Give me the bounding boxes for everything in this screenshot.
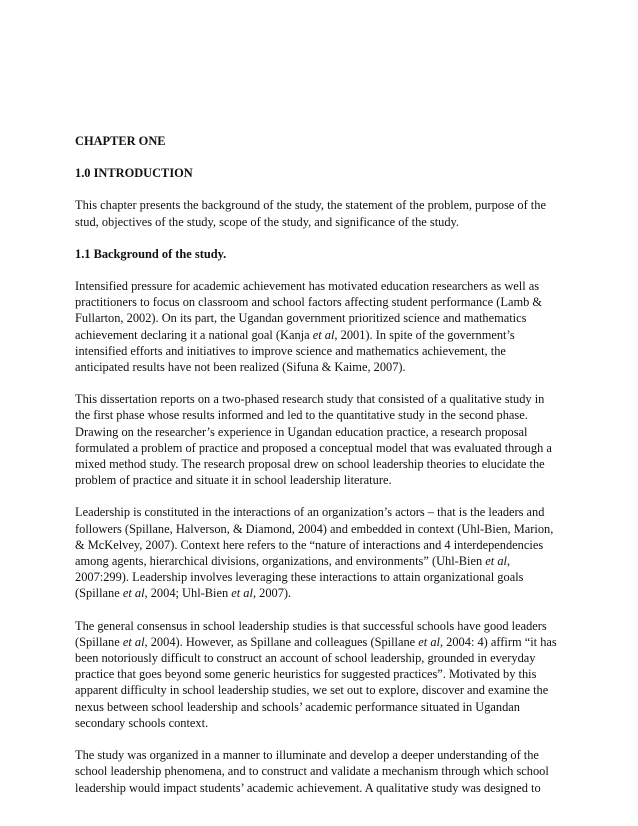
chapter-title: CHAPTER ONE <box>75 134 166 148</box>
document-page <box>75 133 565 812</box>
text-line: nexus between school leadership and schools’ academic performance situated in Ugandan <box>75 699 520 714</box>
text-line: followers (Spillane, Halverson, & Diamond, 2004) and embedded in context (Uhl-Bien, Marion, <box>75 521 554 536</box>
background-heading: 1.1 Background of the study. <box>75 246 227 261</box>
intro-heading: 1.0 INTRODUCTION <box>75 166 193 181</box>
background-paragraph-3 <box>75 504 565 601</box>
text-line: among agents, hierarchical divisions, organizations, and environments” (Uhl-Bien et al, <box>75 554 511 569</box>
text-line: stud, objectives of the study, scope of the study, and significance of the study. <box>75 214 460 229</box>
text-line: practice that goes beyond some generic heuristics for suggested practices”. Motivated by this <box>75 667 537 682</box>
text-line: leadership would impact students’ academic achievement. A qualitative study was designed to <box>75 780 541 795</box>
text-line: intensified efforts and initiatives to improve science and mathematics achievement, the <box>75 343 506 358</box>
text-line: Leadership is constituted in the interactions of an organization’s actors – that is the leaders and <box>75 505 545 520</box>
text-line: Fullarton, 2002). On its part, the Ugandan government prioritized science and mathematics <box>75 311 527 326</box>
intro-paragraph <box>75 197 565 229</box>
text-line: achievement declaring it a national goal (Kanja et al, 2001). In spite of the government’s <box>75 327 515 342</box>
text-line: & McKelvey, 2007). Context here refers to the “nature of interactions and 4 interdependencies <box>75 537 544 552</box>
text-line: This dissertation reports on a two-phased research study that consisted of a qualitative study in <box>75 392 545 407</box>
background-paragraph-4 <box>75 618 565 731</box>
text-line: the first phase whose results informed and led to the quantitative study in the second phase. <box>75 408 528 423</box>
text-line: problem of practice and situate it in school leadership literature. <box>75 473 392 488</box>
text-line: practitioners to focus on classroom and school factors affecting student performance (Lamb & <box>75 295 543 310</box>
text-line: 2007:299). Leadership involves leveraging these interactions to attain organizational goals <box>75 570 524 585</box>
text-line: mixed method study. The research proposal drew on school leadership theories to elucidate the <box>75 457 545 472</box>
text-line: anticipated results have not been realized (Sifuna & Kaime, 2007). <box>75 360 406 375</box>
text-line: been notoriously difficult to construct an account of school leadership, grounded in everyday <box>75 651 536 666</box>
text-line: apparent difficulty in school leadership studies, we set out to explore, discover and examine the <box>75 683 549 698</box>
text-line: This chapter presents the background of the study, the statement of the problem, purpose of the <box>75 198 546 213</box>
background-paragraph-2 <box>75 391 565 488</box>
text-line: Intensified pressure for academic achievement has motivated education researchers as well as <box>75 279 540 294</box>
text-line: school leadership phenomena, and to construct and validate a mechanism through which school <box>75 764 549 779</box>
text-line: Drawing on the researcher’s experience in Ugandan education practice, a research proposal <box>75 424 528 439</box>
text-line: formulated a problem of practice and proposed a conceptual model that was evaluated through a <box>75 440 552 455</box>
text-line: (Spillane et al, 2004; Uhl-Bien et al, 2007). <box>75 586 292 601</box>
text-line: The general consensus in school leadership studies is that successful schools have good leaders <box>75 618 547 633</box>
background-paragraph-1 <box>75 278 565 375</box>
background-paragraph-5 <box>75 747 565 796</box>
text-line: (Spillane et al, 2004). However, as Spillane and colleagues (Spillane et al, 2004: 4) affirm “it has <box>75 634 557 649</box>
text-line: secondary schools context. <box>75 715 209 730</box>
text-line: The study was organized in a manner to illuminate and develop a deeper understanding of the <box>75 748 539 763</box>
